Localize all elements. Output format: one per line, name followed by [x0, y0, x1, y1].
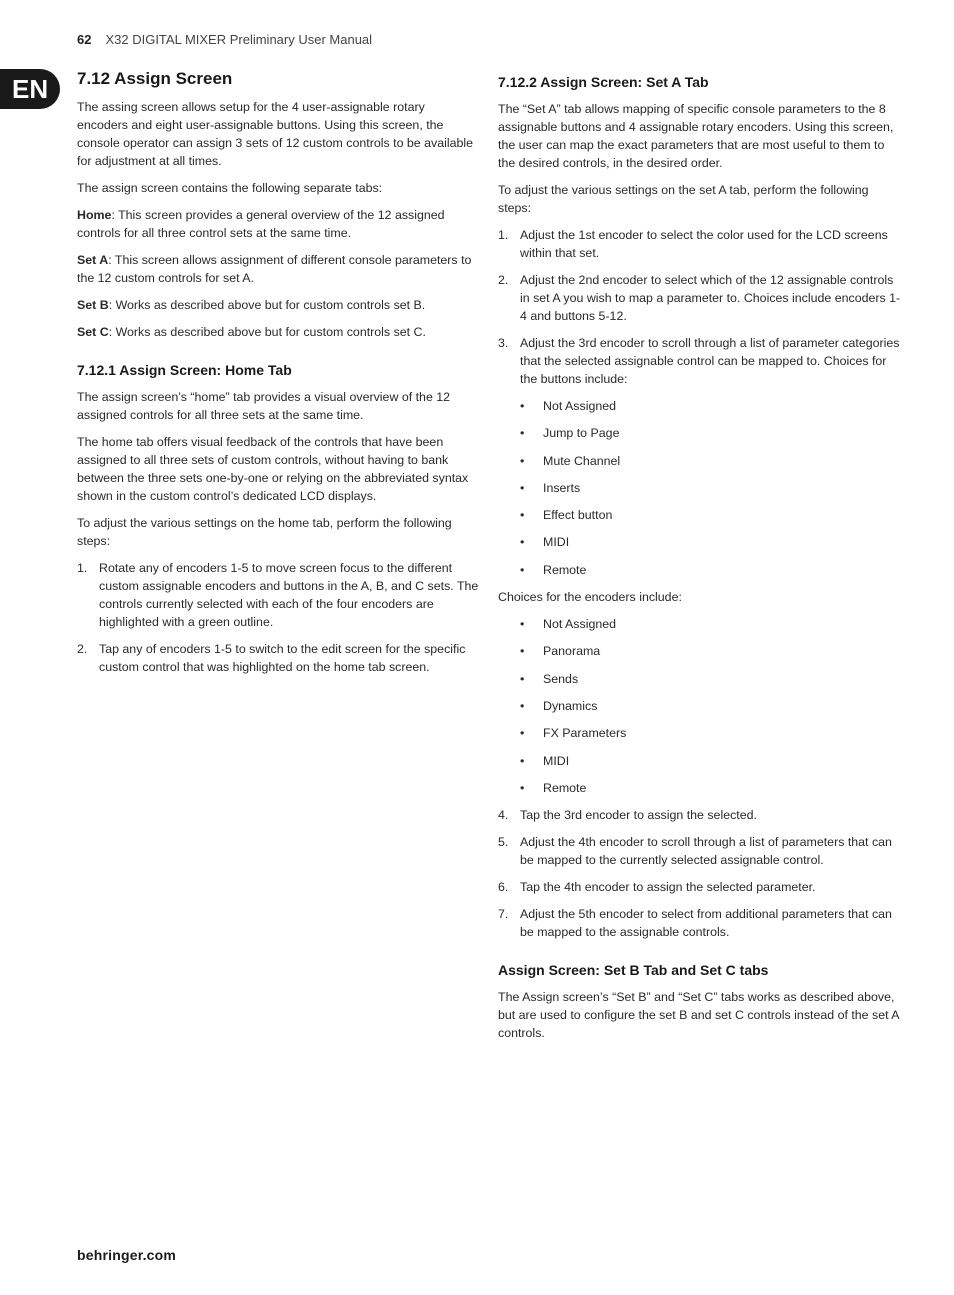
set-a-steps-1	[498, 226, 904, 388]
step-number: 6.	[498, 880, 509, 895]
step-text: Tap any of encoders 1-5 to switch to the edit screen for the specific custom control that was highlighted on the home tab screen.	[99, 642, 466, 674]
paragraph: The Assign screen’s “Set B” and “Set C” tabs works as described above, but are used to configure the set B and set C controls instead of the set A controls.	[498, 990, 899, 1041]
term: Set B	[77, 298, 109, 312]
step-number: 1.	[498, 228, 509, 242]
paragraph: The home tab offers visual feedback of the controls that have been assigned to all three sets of custom controls, without having to bank between the three sets one-by-one or relying on the abbreviated syntax shown in the custom control’s dedicated LCD displays.	[77, 435, 469, 503]
paragraph: Choices for the encoders include:	[498, 590, 682, 605]
home-tab-steps	[77, 559, 479, 676]
list-item	[498, 334, 904, 388]
encoder-choices-list	[498, 615, 904, 797]
paragraph: To adjust the various settings on the set A tab, perform the following steps:	[498, 183, 869, 215]
definition: : Works as described above but for custom controls set C.	[108, 325, 426, 339]
step-number: 2.	[498, 273, 509, 287]
definition: : Works as described above but for custom controls set B.	[108, 298, 426, 312]
term: Set A	[77, 253, 109, 267]
step-text: Tap the 3rd encoder to assign the selected.	[520, 808, 757, 823]
tab-description-set-b	[77, 296, 479, 314]
list-item	[77, 559, 479, 631]
step-number: 1.	[77, 561, 88, 575]
tab-description-set-a	[77, 251, 479, 287]
list-item: • Remote	[498, 561, 904, 579]
right-column	[498, 70, 904, 1051]
list-item: • Inserts	[498, 479, 904, 497]
step-text: Tap the 4th encoder to assign the selected parameter.	[520, 880, 816, 895]
list-item: • MIDI	[498, 533, 904, 551]
paragraph: To adjust the various settings on the home tab, perform the following steps:	[77, 516, 452, 548]
page-number: 62	[77, 32, 92, 47]
step-text: Adjust the 5th encoder to select from additional parameters that can be mapped to the assignable controls.	[520, 907, 892, 940]
left-column	[77, 70, 479, 685]
step-text: Rotate any of encoders 1-5 to move screen focus to the different custom assignable encoders and buttons in the A, B, and C sets. The controls currently selected with each of the four encoders are highlighted with a green outline.	[99, 561, 479, 629]
page-header	[77, 32, 372, 47]
list-item: • Remote	[498, 779, 904, 797]
list-item	[498, 878, 904, 896]
list-item: • Not Assigned	[498, 615, 904, 633]
list-item: • MIDI	[498, 752, 904, 770]
section-heading-7-12-2: 7.12.2 Assign Screen: Set A Tab	[498, 74, 709, 90]
list-item	[498, 806, 904, 824]
manual-title: X32 DIGITAL MIXER Preliminary User Manual	[105, 32, 373, 47]
section-heading-7-12: 7.12 Assign Screen	[77, 69, 233, 88]
button-choices-list	[498, 397, 904, 579]
step-text: Adjust the 2nd encoder to select which of the 12 assignable controls in set A you wish to map a parameter to. Choices include encoders 1-4 and buttons 5-12.	[520, 273, 901, 323]
step-number: 7.	[498, 907, 509, 922]
list-item	[77, 640, 479, 676]
step-number: 4.	[498, 808, 509, 823]
list-item	[498, 905, 904, 941]
step-text: Adjust the 3rd encoder to scroll through a list of parameter categories that the selected assignable control can be mapped to. Choices for the buttons include:	[520, 336, 900, 386]
list-item: • Dynamics	[498, 697, 904, 715]
tab-description-home	[77, 206, 479, 242]
paragraph: The assing screen allows setup for the 4 user-assignable rotary encoders and eight user-assignable buttons. Using this screen, the console operator can assign 3 sets of 12 custom controls to be available for adjustment at all times.	[77, 100, 474, 168]
list-item: • Jump to Page	[498, 424, 904, 442]
step-number: 3.	[498, 336, 509, 350]
list-item: • Effect button	[498, 506, 904, 524]
list-item: • FX Parameters	[498, 724, 904, 742]
term: Set C	[77, 325, 109, 339]
step-text: Adjust the 4th encoder to scroll through a list of parameters that can be mapped to the currently selected assignable control.	[520, 835, 892, 868]
list-item: • Mute Channel	[498, 452, 904, 470]
paragraph: The assign screen contains the following separate tabs:	[77, 181, 383, 195]
step-number: 5.	[498, 835, 509, 850]
definition: : This screen provides a general overview of the 12 assigned controls for all three control sets at the same time.	[77, 208, 445, 240]
step-number: 2.	[77, 642, 88, 656]
paragraph: The “Set A” tab allows mapping of specific console parameters to the 8 assignable buttons and 4 assignable rotary encoders. Using this screen, the user can map the exact parameters that are most useful to them to the desired controls, in the desired order.	[498, 102, 894, 170]
list-item: • Panorama	[498, 642, 904, 660]
tab-description-set-c	[77, 323, 479, 341]
definition: : This screen allows assignment of different console parameters to the 12 custom controls for set A.	[77, 253, 472, 285]
step-text: Adjust the 1st encoder to select the color used for the LCD screens within that set.	[520, 228, 888, 260]
section-heading-set-b-c: Assign Screen: Set B Tab and Set C tabs	[498, 962, 769, 979]
set-a-steps-2	[498, 806, 904, 941]
list-item: • Not Assigned	[498, 397, 904, 415]
footer-logo: behringer.com	[77, 1247, 177, 1263]
list-item	[498, 226, 904, 262]
language-tab: EN	[0, 69, 60, 109]
list-item: • Sends	[498, 670, 904, 688]
list-item	[498, 833, 904, 869]
list-item	[498, 271, 904, 325]
section-heading-7-12-1: 7.12.1 Assign Screen: Home Tab	[77, 362, 292, 378]
term: Home	[77, 208, 112, 222]
paragraph: The assign screen’s “home” tab provides a visual overview of the 12 assigned controls for all three sets at the same time.	[77, 390, 451, 422]
